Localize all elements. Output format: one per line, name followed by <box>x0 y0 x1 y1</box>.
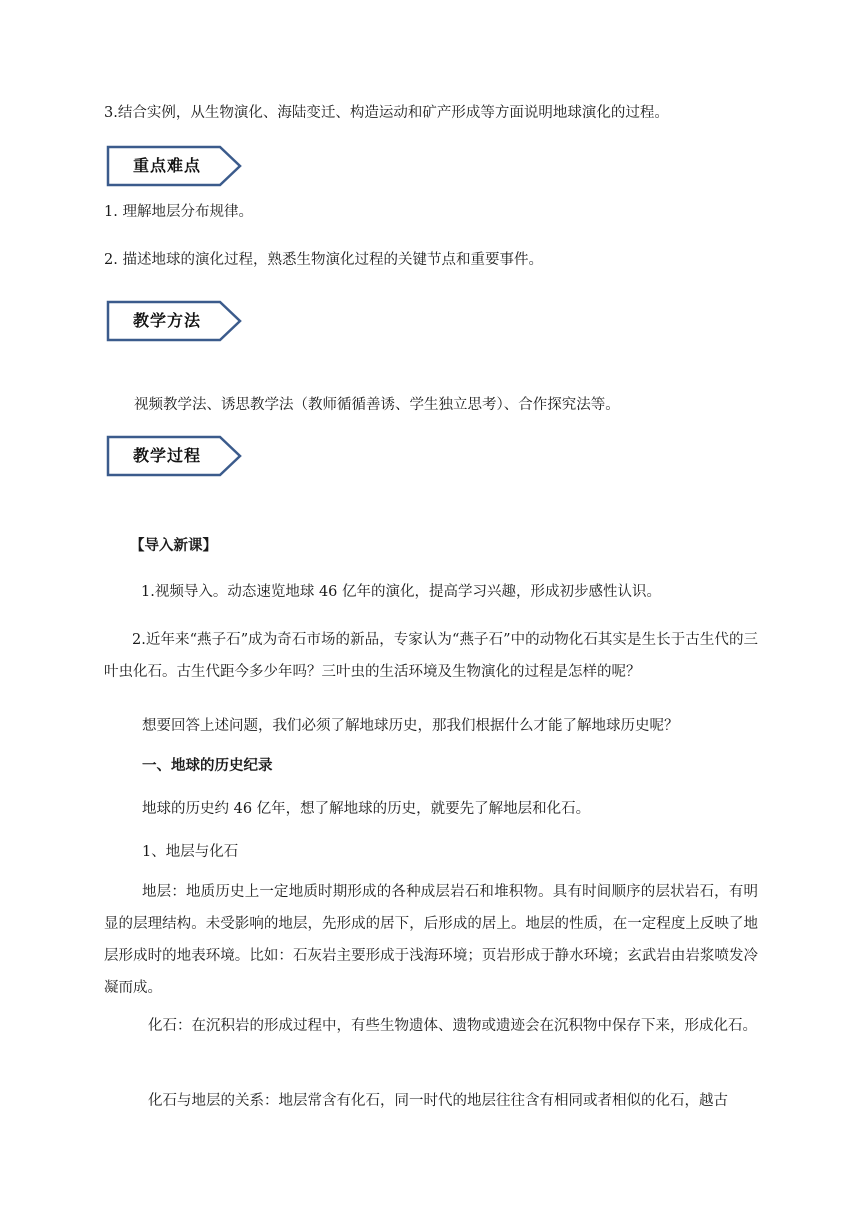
intro-question: 想要回答上述问题，我们必须了解地球历史，那我们根据什么才能了解地球历史呢？ <box>142 718 679 734</box>
section-title-key-points: 重点难点 <box>132 156 201 175</box>
methods-text: 视频教学法、诱思教学法（教师循循善诱、学生独立思考）、合作探究法等。 <box>134 397 620 413</box>
section-tag-methods <box>106 300 242 342</box>
section-tag-process <box>106 435 242 477</box>
part1-text: 地球的历史约 46 亿年，想了解地球的历史，就要先了解地层和化石。 <box>142 801 591 817</box>
section-tag-key-points <box>106 145 242 187</box>
key-point-item-1: 1. 理解地层分布规律。 <box>104 204 253 220</box>
sub1-title: 1、地层与化石 <box>142 844 239 860</box>
section-title-methods: 教学方法 <box>132 311 201 330</box>
strata-paragraph: 地层：地质历史上一定地质时期形成的各种成层岩石和堆积物。具有时间顺序的层状岩石，有明显的层理结构。未受影响的地层，先形成的居下，后形成的居上。地层的性质，在一定程度上反映了地层形成时的地表环境。比如：石灰岩主要形成于浅海环境；页岩形成于静水环境；玄武岩由岩浆喷发冷凝而成。 <box>104 884 758 996</box>
intro-item-1: 1.视频导入。动态速览地球 46 亿年的演化，提高学习兴趣，形成初步感性认识。 <box>141 584 662 600</box>
intro-item-2: 2.近年来“燕子石”成为奇石市场的新品，专家认为“燕子石”中的动物化石其实是生长于古生代的三叶虫化石。古生代距今多少年吗？三叶虫的生活环境及生物演化的过程是怎样的呢？ <box>104 632 758 680</box>
part1-title: 一、地球的历史纪录 <box>142 758 273 774</box>
section-title-process: 教学过程 <box>132 446 201 465</box>
fossil-paragraph: 化石：在沉积岩的形成过程中，有些生物遗体、遗物或遗迹会在沉积物中保存下来，形成化石。 <box>148 1018 757 1034</box>
key-point-item-2: 2. 描述地球的演化过程，熟悉生物演化过程的关键节点和重要事件。 <box>104 252 543 268</box>
intro-label: 【导入新课】 <box>130 538 217 554</box>
relation-paragraph: 化石与地层的关系：地层常含有化石，同一时代的地层往往含有相同或者相似的化石，越古 <box>148 1093 728 1109</box>
objective-item-3: 3.结合实例，从生物演化、海陆变迁、构造运动和矿产形成等方面说明地球演化的过程。 <box>104 105 669 121</box>
